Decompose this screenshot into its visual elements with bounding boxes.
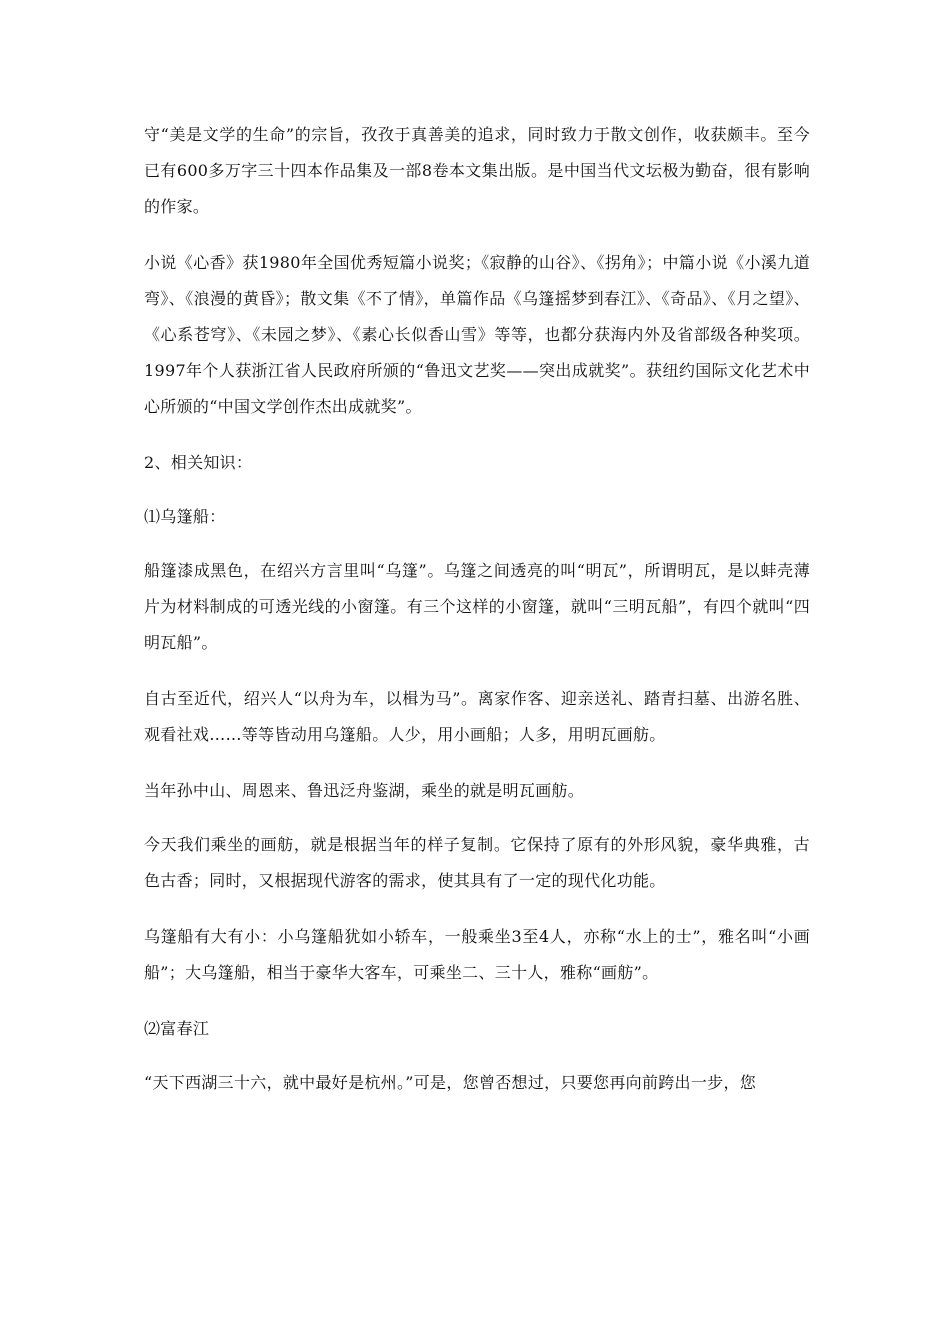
section-heading-related-knowledge: 2、相关知识： — [144, 453, 253, 472]
paragraph-west-lake: “天下西湖三十六，就中最好是杭州。”可是，您曾否想过，只要您再向前跨出一步，您 — [144, 1073, 757, 1092]
paragraph-boat-sizes: 乌篷船有大有小：小乌篷船犹如小轿车，一般乘坐3至4人，亦称“水上的士”，雅名叫“小画船”；大乌篷船，相当于豪华大客车，可乘坐二、三十人，雅称“画舫”。 — [144, 927, 810, 982]
paragraph-boat-canopy: 船篷漆成黑色，在绍兴方言里叫“乌篷”。乌篷之间透亮的叫“明瓦”，所谓明瓦，是以蚌壳薄片为材料制成的可透光线的小窗篷。有三个这样的小窗篷，就叫“三明瓦船”，有四个就叫“四明瓦船”。 — [144, 561, 810, 652]
subheading-wupeng-boat: ⑴乌篷船： — [144, 507, 226, 526]
paragraph-boat-history: 自古至近代，绍兴人“以舟为车，以楫为马”。离家作客、迎亲送礼、踏青扫墓、出游名胜、观看社戏……等等皆动用乌篷船。人少，用小画船；人多，用明瓦画舫。 — [144, 689, 810, 744]
document-page — [144, 117, 810, 1121]
paragraph-modern-replica: 今天我们乘坐的画舫，就是根据当年的样子复制。它保持了原有的外形风貌，豪华典雅，古色古香；同时，又根据现代游客的需求，使其具有了一定的现代化功能。 — [144, 835, 810, 890]
paragraph-awards: 小说《心香》获1980年全国优秀短篇小说奖；《寂静的山谷》、《拐角》；中篇小说《小溪九道弯》、《浪漫的黄昏》；散文集《不了情》，单篇作品《乌篷摇梦到春江》、《奇品》、《月之望》、《心系苍穹》、《未园之梦》、《素心长似香山雪》等等，也都分获海内外及省部级各种奖项。1997年个人获浙江省人民政府所颁的“鲁迅文艺奖——突出成就奖”。获纽约国际文化艺术中心所颁的“中国文学创作杰出成就奖”。 — [144, 253, 810, 416]
subheading-fuchun-river: ⑵富春江 — [144, 1019, 210, 1038]
paragraph-famous-passengers: 当年孙中山、周恩来、鲁迅泛舟鉴湖，乘坐的就是明瓦画舫。 — [144, 781, 585, 800]
paragraph-author-intro: 守“美是文学的生命”的宗旨，孜孜于真善美的追求，同时致力于散文创作，收获颇丰。至今已有600多万字三十四本作品集及一部8卷本文集出版。是中国当代文坛极为勤奋，很有影响的作家。 — [144, 125, 810, 216]
